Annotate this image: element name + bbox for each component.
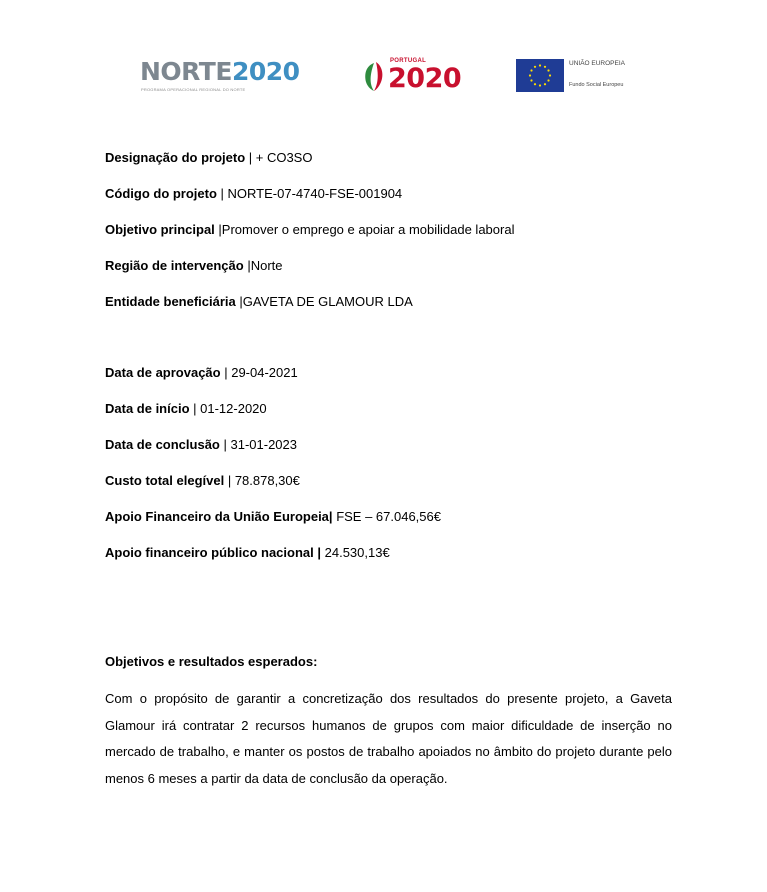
field-region [105,257,283,275]
field-separator: | [219,437,231,452]
field-label: Data de início [105,401,190,416]
field-value: 31-01-2023 [230,437,297,452]
field-approval-date [105,364,298,382]
field-label: Código do projeto [105,186,217,201]
field-designation [105,149,312,167]
field-label: Apoio financeiro público nacional | [105,545,321,560]
portugal2020-logo [362,58,467,96]
field-value: Promover o emprego e apoiar a mobilidade laboral [221,222,515,237]
field-separator: | [243,258,251,273]
field-eu-support [105,508,441,526]
eu-name: UNIÃO EUROPEIA [569,60,625,67]
field-separator: | [189,401,201,416]
objectives-paragraph: Com o propósito de garantir a concretização dos resultados do presente projeto, a Gaveta Glamour irá contratar 2 recursos humanos de grupos com maior dificuldade de inserção no mercado de trabalho, e manter os postos de trabalho apoiados no âmbito do projeto durante pelo menos 6 meses a partir da data de conclusão da operação. [105,691,672,786]
field-separator: | [245,150,256,165]
norte2020-word-part1: NORTE [140,57,232,86]
field-label: Objetivo principal [105,222,215,237]
field-separator: | [216,186,228,201]
field-main-objective [105,221,514,239]
objectives-title: Objetivos e resultados esperados: [105,654,318,669]
eu-fund-name: Fundo Social Europeu [569,82,624,88]
field-value: NORTE-07-4740-FSE-001904 [227,186,403,201]
field-value: + CO3SO [255,150,313,165]
eu-flag-icon [516,59,564,92]
field-end-date [105,436,297,454]
field-label: Entidade beneficiária [105,294,236,309]
norte2020-word-part2: 2020 [231,57,300,86]
field-separator: | [220,365,232,380]
field-national-support [105,544,390,562]
field-label: Apoio Financeiro da União Europeia| [105,509,333,524]
field-code [105,185,402,203]
field-value: 01-12-2020 [200,401,267,416]
field-value: 29-04-2021 [231,365,298,380]
portugal2020-emblem-icon [362,60,386,92]
norte2020-subtitle: PROGRAMA OPERACIONAL REGIONAL DO NORTE [141,87,246,92]
norte2020-logo [140,58,325,94]
field-value: FSE – 67.046,56€ [336,509,441,524]
field-start-date [105,400,267,418]
field-eligible-cost [105,472,300,490]
norte2020-wordmark [140,58,300,86]
field-label: Designação do projeto [105,150,246,165]
field-label: Região de intervenção [105,258,244,273]
portugal2020-label: PORTUGAL [390,58,427,64]
logo-header [0,56,767,100]
field-label: Data de aprovação [105,365,221,380]
field-value: GAVETA DE GLAMOUR LDA [242,294,413,309]
field-separator: | [224,473,235,488]
field-label: Data de conclusão [105,437,220,452]
field-beneficiary [105,293,413,311]
field-label: Custo total elegível [105,473,225,488]
field-value: 78.878,30€ [234,473,300,488]
portugal2020-year: 2020 [388,63,462,94]
field-separator: | [235,294,243,309]
field-value: Norte [250,258,283,273]
field-value: 24.530,13€ [324,545,390,560]
eu-logo [516,59,636,93]
field-separator: | [214,222,222,237]
